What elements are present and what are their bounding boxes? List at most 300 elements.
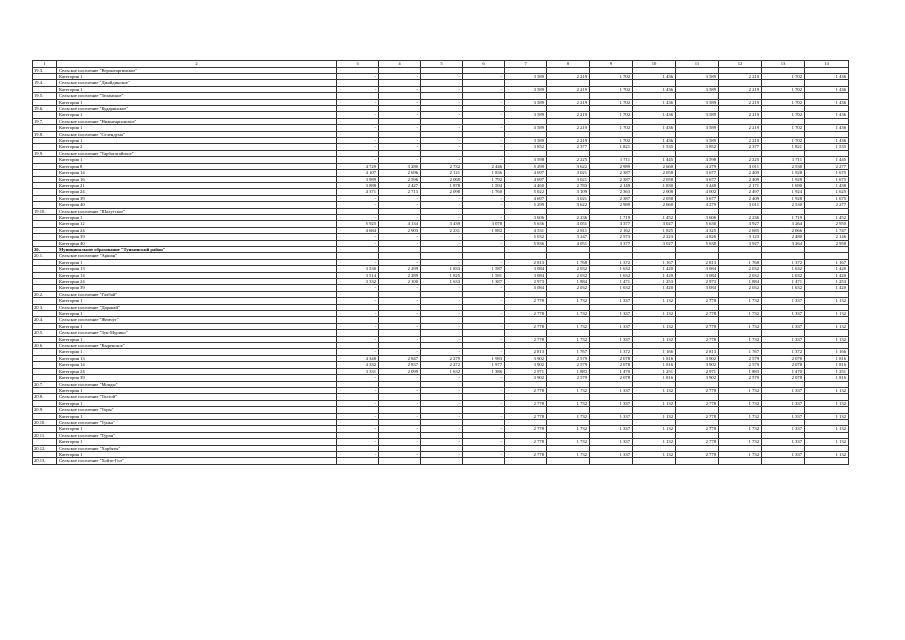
value-cell: 2 277 xyxy=(805,163,849,169)
row-label: Сельское поселение "Тарбагатайское" xyxy=(57,150,337,156)
row-number: 19.4. xyxy=(33,80,57,86)
value-cell xyxy=(633,458,676,464)
row-label: Сельское поселение "Харбяты" xyxy=(57,445,337,451)
value-cell: 3 084 xyxy=(676,266,719,272)
value-cell: 1 420 xyxy=(805,272,849,278)
value-cell: 2 078 xyxy=(762,375,805,381)
row-label: Категория 1 xyxy=(57,413,337,419)
value-cell: - xyxy=(379,125,421,131)
value-cell: 3 902 xyxy=(676,355,719,361)
row-label: Категория 1 xyxy=(57,86,337,92)
value-cell: 2 573 xyxy=(590,234,633,240)
value-cell: 2 596 xyxy=(379,176,421,182)
value-cell: 2 409 xyxy=(719,170,762,176)
value-cell: - xyxy=(421,99,463,105)
value-cell: - xyxy=(421,426,463,432)
value-cell: 1 767 xyxy=(547,349,590,355)
value-cell: 4 051 xyxy=(547,221,590,227)
value-cell: 3 589 xyxy=(676,74,719,80)
value-cell: 1 436 xyxy=(633,125,676,131)
value-cell: 1 719 xyxy=(590,214,633,220)
value-cell: 4 460 xyxy=(505,182,547,188)
value-cell: - xyxy=(421,234,463,240)
value-cell: 3 622 xyxy=(547,202,590,208)
value-cell: 2 409 xyxy=(719,195,762,201)
value-cell: 1 632 xyxy=(590,266,633,272)
row-number: 19.6. xyxy=(33,106,57,112)
value-cell: 1 767 xyxy=(719,349,762,355)
value-cell: 1 436 xyxy=(805,125,849,131)
value-cell: 1 132 xyxy=(633,336,676,342)
row-label: Сельское поселение "Шалутское" xyxy=(57,208,337,214)
value-cell: 3 852 xyxy=(505,144,547,150)
row-label: Категория 8 xyxy=(57,163,337,169)
value-cell: 3 027 xyxy=(633,221,676,227)
value-cell: - xyxy=(421,336,463,342)
value-cell: 4 325 xyxy=(676,227,719,233)
row-number: 20.2. xyxy=(33,291,57,297)
value-cell: - xyxy=(379,144,421,150)
row-label: Категория 39 xyxy=(57,234,337,240)
value-cell: 2 377 xyxy=(719,144,762,150)
value-cell: 4 051 xyxy=(547,240,590,246)
value-cell: - xyxy=(421,144,463,150)
value-cell: 2 579 xyxy=(719,362,762,368)
value-cell: 1 732 xyxy=(547,400,590,406)
value-cell: 2 579 xyxy=(719,355,762,361)
value-cell: 2 778 xyxy=(676,336,719,342)
value-cell: 1 438 xyxy=(805,182,849,188)
row-label: Категория 39 xyxy=(57,195,337,201)
value-cell: - xyxy=(421,400,463,406)
value-cell: - xyxy=(337,112,379,118)
value-cell: - xyxy=(421,202,463,208)
row-label: Категория 1 xyxy=(57,125,337,131)
table-body xyxy=(33,61,849,465)
value-cell: 1 821 xyxy=(590,144,633,150)
row-label: Сельское поселение "Даранай" xyxy=(57,304,337,310)
value-cell: 1 632 xyxy=(590,285,633,291)
value-cell: 1 132 xyxy=(633,311,676,317)
row-label: Сельское поселение "Хойто-Гол" xyxy=(57,458,337,464)
row-label: Сельское поселение "Толтой" xyxy=(57,394,337,400)
value-cell: 2 078 xyxy=(590,362,633,368)
value-cell: 1 732 xyxy=(719,298,762,304)
value-cell: - xyxy=(337,125,379,131)
row-label: Сельское поселение "Туран" xyxy=(57,432,337,438)
row-number: 19.7. xyxy=(33,118,57,124)
value-cell xyxy=(463,458,505,464)
value-cell: 2 225 xyxy=(547,157,590,163)
value-cell: 3 514 xyxy=(337,272,379,278)
value-cell: - xyxy=(337,202,379,208)
row-number: 20.5. xyxy=(33,330,57,336)
row-label: Категория 24 xyxy=(57,227,337,233)
value-cell: 1 337 xyxy=(762,400,805,406)
value-cell: 1 445 xyxy=(633,157,676,163)
value-cell: 1 452 xyxy=(633,214,676,220)
value-cell: 1 816 xyxy=(805,362,849,368)
value-cell: 3 589 xyxy=(505,99,547,105)
value-cell: 3 280 xyxy=(379,163,421,169)
value-cell: 3 332 xyxy=(337,279,379,285)
value-cell: 2 236 xyxy=(547,214,590,220)
value-cell: 5 032 xyxy=(505,234,547,240)
value-cell: - xyxy=(463,240,505,246)
value-cell: 2 811 xyxy=(547,227,590,233)
value-cell: 2 660 xyxy=(633,163,676,169)
value-cell: 2 579 xyxy=(547,375,590,381)
value-cell: 1 928 xyxy=(762,170,805,176)
value-cell: 1 337 xyxy=(590,387,633,393)
value-cell: 3 530 xyxy=(337,266,379,272)
value-cell: 2 219 xyxy=(719,99,762,105)
value-cell: 3 888 xyxy=(337,182,379,188)
value-cell: 1 337 xyxy=(590,426,633,432)
value-cell: 1 386 xyxy=(463,368,505,374)
row-label: Сельское поселение "Селендума" xyxy=(57,131,337,137)
value-cell: 2 778 xyxy=(676,413,719,419)
value-cell: 2 778 xyxy=(505,336,547,342)
value-cell: 2 277 xyxy=(805,202,849,208)
value-cell: 3 677 xyxy=(676,170,719,176)
row-number: 20.1. xyxy=(33,253,57,259)
value-cell: - xyxy=(463,400,505,406)
value-cell xyxy=(805,458,849,464)
value-cell xyxy=(719,458,762,464)
value-cell: - xyxy=(379,323,421,329)
value-cell: 2 068 xyxy=(421,176,463,182)
value-cell: 1 251 xyxy=(633,368,676,374)
column-header: 2 xyxy=(57,61,337,68)
value-cell: 2 236 xyxy=(719,214,762,220)
row-label: Категория 14 xyxy=(57,272,337,278)
value-cell: 2 272 xyxy=(421,362,463,368)
value-cell: - xyxy=(337,99,379,105)
value-cell: - xyxy=(421,112,463,118)
value-cell: 2 989 xyxy=(590,202,633,208)
value-cell: - xyxy=(421,240,463,246)
value-cell: - xyxy=(463,125,505,131)
row-label: Сельское поселение "Монды" xyxy=(57,381,337,387)
value-cell: 2 219 xyxy=(719,125,762,131)
value-cell: 1 436 xyxy=(633,74,676,80)
value-cell: 4 697 xyxy=(505,195,547,201)
value-cell: - xyxy=(379,375,421,381)
value-cell: 2 480 xyxy=(762,234,805,240)
value-cell: 3 331 xyxy=(337,368,379,374)
value-cell: - xyxy=(379,112,421,118)
column-header: 5 xyxy=(421,61,463,68)
value-cell: 2 219 xyxy=(719,86,762,92)
value-cell: - xyxy=(463,259,505,265)
value-cell: - xyxy=(379,439,421,445)
value-cell xyxy=(762,458,805,464)
value-cell: 1 471 xyxy=(590,279,633,285)
value-cell: 2 446 xyxy=(463,163,505,169)
value-cell: - xyxy=(463,336,505,342)
value-cell: 1 675 xyxy=(805,170,849,176)
value-cell: 4 002 xyxy=(676,189,719,195)
value-cell: 2 225 xyxy=(719,157,762,163)
value-cell: - xyxy=(379,349,421,355)
value-cell: 1 132 xyxy=(805,439,849,445)
value-cell: 3 589 xyxy=(676,125,719,131)
value-cell: - xyxy=(463,311,505,317)
column-header: 14 xyxy=(805,61,849,68)
value-cell: 1 167 xyxy=(633,259,676,265)
value-cell: 5 636 xyxy=(505,221,547,227)
value-cell: - xyxy=(421,157,463,163)
value-cell: 1 594 xyxy=(463,182,505,188)
value-cell: 1 132 xyxy=(633,387,676,393)
value-cell: 1 702 xyxy=(762,125,805,131)
row-label: Сельское поселение "Зун-Мурино" xyxy=(57,330,337,336)
row-number: 20.10. xyxy=(33,419,57,425)
value-cell: 1 337 xyxy=(762,336,805,342)
value-cell: 3 852 xyxy=(676,144,719,150)
value-cell: 1 702 xyxy=(590,99,633,105)
value-cell: 1 535 xyxy=(805,144,849,150)
value-cell: 2 219 xyxy=(547,99,590,105)
value-cell: 2 778 xyxy=(505,298,547,304)
value-cell: - xyxy=(379,74,421,80)
row-label: Категория 1 xyxy=(57,259,337,265)
value-cell: 1 372 xyxy=(590,349,633,355)
value-cell: 2 219 xyxy=(547,86,590,92)
value-cell: - xyxy=(421,125,463,131)
value-cell: 2 778 xyxy=(676,439,719,445)
value-cell: 2 973 xyxy=(505,279,547,285)
value-cell: 1 337 xyxy=(762,413,805,419)
value-cell: 2 078 xyxy=(762,362,805,368)
value-cell: 1 702 xyxy=(590,138,633,144)
value-cell: 2 387 xyxy=(590,170,633,176)
value-cell: 1 436 xyxy=(633,86,676,92)
value-cell: 2 950 xyxy=(805,240,849,246)
row-label: Категория 24 xyxy=(57,368,337,374)
value-cell: - xyxy=(421,285,463,291)
value-cell: 2 098 xyxy=(421,189,463,195)
value-cell: 3 589 xyxy=(676,138,719,144)
column-header: 13 xyxy=(762,61,805,68)
value-cell: 3 622 xyxy=(547,163,590,169)
value-cell: 3 589 xyxy=(505,138,547,144)
value-cell: 1 132 xyxy=(633,451,676,457)
column-header: 3 xyxy=(337,61,379,68)
value-cell: 2 778 xyxy=(505,400,547,406)
value-cell: - xyxy=(421,375,463,381)
row-label: Категория 39 xyxy=(57,375,337,381)
value-cell: 2 579 xyxy=(719,375,762,381)
value-cell: 1 675 xyxy=(805,195,849,201)
value-cell: - xyxy=(379,387,421,393)
value-cell: - xyxy=(379,157,421,163)
value-cell xyxy=(590,458,633,464)
value-cell: - xyxy=(463,375,505,381)
value-cell: 1 436 xyxy=(633,112,676,118)
value-cell: - xyxy=(337,451,379,457)
row-label: Сельское поселение "Нижнеаргинское" xyxy=(57,118,337,124)
row-label: Сельское поселение "Тунка" xyxy=(57,419,337,425)
value-cell: 2 032 xyxy=(547,272,590,278)
value-cell: 1 436 xyxy=(805,74,849,80)
value-cell: - xyxy=(337,400,379,406)
value-cell: 2 971 xyxy=(676,368,719,374)
value-cell: 1 816 xyxy=(633,375,676,381)
value-cell: 4 332 xyxy=(337,362,379,368)
row-label: Категория 1 xyxy=(57,138,337,144)
value-cell: 2 279 xyxy=(421,355,463,361)
value-cell: 2 032 xyxy=(719,266,762,272)
value-cell: - xyxy=(337,439,379,445)
value-cell: 2 032 xyxy=(719,285,762,291)
value-cell: - xyxy=(421,138,463,144)
value-cell: 1 732 xyxy=(547,451,590,457)
value-cell: - xyxy=(379,400,421,406)
value-cell: 1 816 xyxy=(805,355,849,361)
value-cell: 4 697 xyxy=(505,170,547,176)
value-cell: 2 363 xyxy=(590,189,633,195)
value-cell: 1 535 xyxy=(633,144,676,150)
value-cell: - xyxy=(379,99,421,105)
value-cell: 1 675 xyxy=(805,176,849,182)
row-label: Муниципальное образование "Тункинский район" xyxy=(57,246,337,252)
value-cell: 3 677 xyxy=(676,176,719,182)
value-cell: 1 132 xyxy=(805,400,849,406)
value-cell: - xyxy=(337,311,379,317)
value-cell: 1 816 xyxy=(633,355,676,361)
value-cell: - xyxy=(463,144,505,150)
value-cell: 1 690 xyxy=(762,182,805,188)
value-cell: - xyxy=(337,323,379,329)
value-cell: 1 251 xyxy=(805,368,849,374)
value-cell: 1 702 xyxy=(590,74,633,80)
column-header: 7 xyxy=(505,61,547,68)
value-cell: 2 146 xyxy=(805,234,849,240)
row-number: 19.8. xyxy=(33,131,57,137)
value-cell: 2 950 xyxy=(805,221,849,227)
row-label: Категория 21 xyxy=(57,182,337,188)
value-cell: 4 134 xyxy=(379,221,421,227)
value-cell: - xyxy=(463,202,505,208)
value-cell: 1 132 xyxy=(805,413,849,419)
value-cell: 1 928 xyxy=(762,195,805,201)
value-cell: 5 022 xyxy=(505,189,547,195)
value-cell: 1 452 xyxy=(805,214,849,220)
value-cell: 1 132 xyxy=(805,311,849,317)
row-number: 19.10. xyxy=(33,208,57,214)
value-cell: 2 219 xyxy=(547,125,590,131)
row-label: Категория 24 xyxy=(57,189,337,195)
value-cell: 1 825 xyxy=(421,272,463,278)
value-cell: 2 530 xyxy=(762,163,805,169)
row-number: 20.12. xyxy=(33,445,57,451)
row-number: 20.9. xyxy=(33,407,57,413)
row-number: 20.6. xyxy=(33,343,57,349)
value-cell: 1 625 xyxy=(805,189,849,195)
value-cell: 3 084 xyxy=(505,272,547,278)
value-cell: 1 732 xyxy=(719,426,762,432)
value-cell: 1 166 xyxy=(633,349,676,355)
row-label: Категория 16 xyxy=(57,176,337,182)
value-cell: 4 531 xyxy=(505,227,547,233)
value-cell: 1 883 xyxy=(719,368,762,374)
value-cell: 2 497 xyxy=(719,189,762,195)
column-header: 1 xyxy=(33,61,57,68)
value-cell: 1 732 xyxy=(547,413,590,419)
value-cell: 1 337 xyxy=(762,426,805,432)
value-cell: 4 107 xyxy=(337,170,379,176)
value-cell: 1 924 xyxy=(762,189,805,195)
value-cell: 2 778 xyxy=(505,426,547,432)
value-cell: 2 778 xyxy=(676,323,719,329)
value-cell: 2 813 xyxy=(676,349,719,355)
row-number: 20. xyxy=(33,246,57,252)
value-cell: 1 732 xyxy=(719,439,762,445)
value-cell: 2 778 xyxy=(676,311,719,317)
row-label: Категория 24 xyxy=(57,279,337,285)
value-cell: 1 732 xyxy=(719,311,762,317)
value-cell: 1 760 xyxy=(463,189,505,195)
row-label: Категория 13 xyxy=(57,266,337,272)
value-cell: 3 377 xyxy=(590,240,633,246)
value-cell: 2 223 xyxy=(633,234,676,240)
value-cell: 1 792 xyxy=(463,176,505,182)
value-cell: 3 902 xyxy=(505,375,547,381)
value-cell: 1 132 xyxy=(633,298,676,304)
value-cell: - xyxy=(337,86,379,92)
value-cell: 1 732 xyxy=(719,413,762,419)
value-cell: - xyxy=(421,214,463,220)
value-cell: 1 132 xyxy=(805,298,849,304)
column-header: 12 xyxy=(719,61,762,68)
value-cell: 1 702 xyxy=(762,99,805,105)
value-cell: 3 589 xyxy=(676,99,719,105)
row-label: Категория 39 xyxy=(57,285,337,291)
value-cell: 3 927 xyxy=(719,221,762,227)
value-cell: 1 825 xyxy=(633,227,676,233)
value-cell: 5 630 xyxy=(676,240,719,246)
value-cell: 5 925 xyxy=(337,221,379,227)
value-cell: 1 166 xyxy=(805,349,849,355)
row-label: Категория 14 xyxy=(57,170,337,176)
value-cell: - xyxy=(337,413,379,419)
value-cell: - xyxy=(421,413,463,419)
value-cell: 4 684 xyxy=(337,227,379,233)
value-cell: - xyxy=(463,234,505,240)
value-cell: 2 813 xyxy=(676,259,719,265)
value-cell: 1 337 xyxy=(762,323,805,329)
value-cell: 1 471 xyxy=(762,279,805,285)
value-cell: - xyxy=(379,426,421,432)
value-cell: 3 902 xyxy=(505,355,547,361)
value-cell: 1 372 xyxy=(590,259,633,265)
row-label: Категория 1 xyxy=(57,74,337,80)
value-cell: 2 078 xyxy=(590,375,633,381)
value-cell: 1 711 xyxy=(590,157,633,163)
value-cell: - xyxy=(337,144,379,150)
row-label: Категория 1 xyxy=(57,439,337,445)
value-cell: 4 697 xyxy=(505,176,547,182)
value-cell: 1 702 xyxy=(590,86,633,92)
value-cell: - xyxy=(421,323,463,329)
row-label: Категория 1 xyxy=(57,451,337,457)
value-cell: 3 677 xyxy=(676,195,719,201)
row-label: Категория 1 xyxy=(57,99,337,105)
value-cell: 2 813 xyxy=(505,349,547,355)
value-cell: 3 606 xyxy=(505,214,547,220)
